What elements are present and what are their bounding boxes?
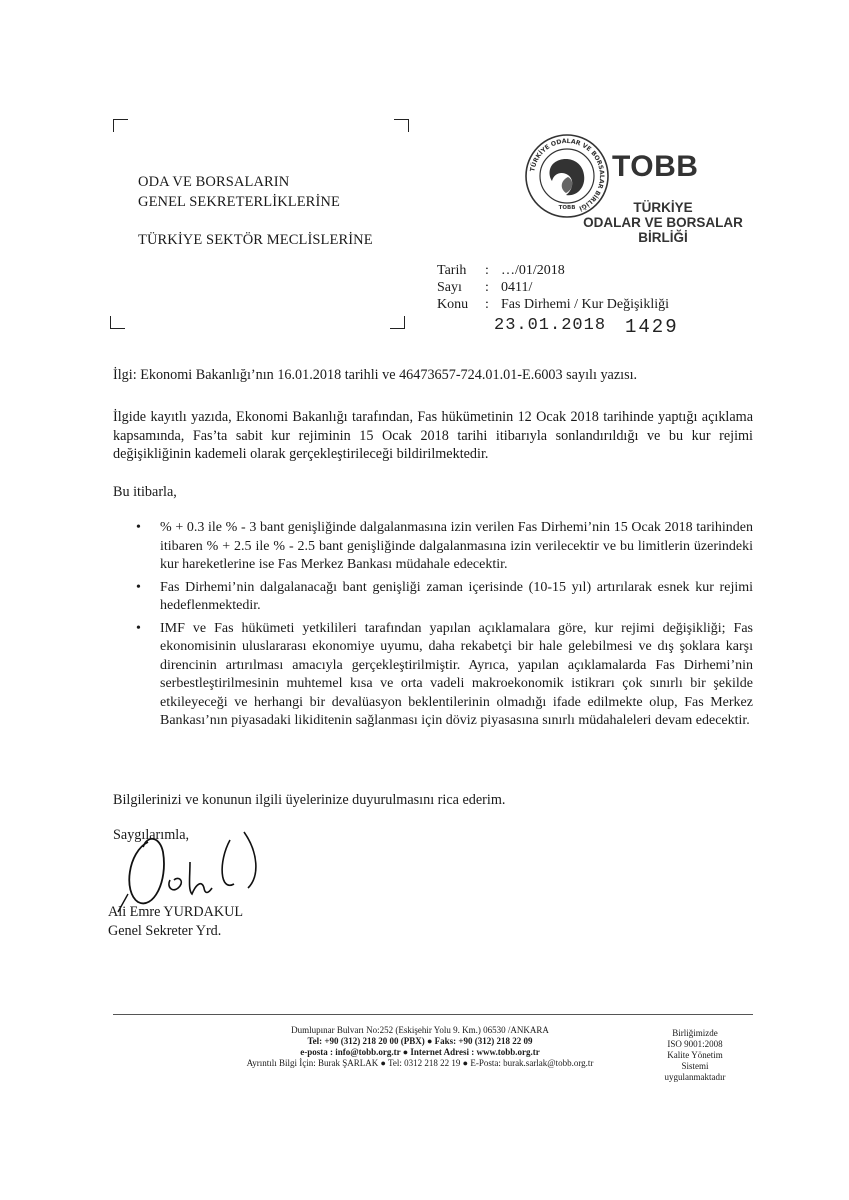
footer-address: Dumlupınar Bulvarı No:252 (Eskişehir Yolu 9. Km.) 06530 /ANKARA — [291, 1025, 549, 1035]
body-paragraph: İlgide kayıtlı yazıda, Ekonomi Bakanlığı tarafından, Fas hükümetinin 12 Ocak 2018 tarihinde yaptığı açıklama kapsamında, Fas’ta sabit kur rejiminin 15 Ocak 2018 tarihi itibarıyla sonlandırıldığı ve bu kur rejimi değişikliğinin kademeli olarak gerçekleştirileceği bildirilmektedir. — [113, 409, 753, 462]
meta-row-subject: Konu : Fas Dirhemi / Kur Değişikliği — [437, 297, 669, 312]
meta-label: Tarih — [437, 263, 467, 278]
iso-line: Sistemi — [681, 1061, 709, 1071]
list-item — [136, 579, 753, 616]
list-item-text: Fas Dirhemi’nin dalgalanacağı bant genişliği zaman içerisinde (10-15 yıl) artırılarak esnek kur rejimi hedeflenmektedir. — [160, 579, 753, 613]
seal-ring-text: TÜRKİYE ODALAR VE BORSALAR BİRLİĞİ — [529, 137, 606, 212]
footer-email: e-posta : info@tobb.org.tr ● Internet Adresi : www.tobb.org.tr — [300, 1047, 540, 1057]
iso-line: Birliğimizde — [672, 1028, 718, 1038]
org-name-line: BİRLİĞİ — [638, 230, 688, 245]
corner-mark-bottom-right — [390, 316, 405, 329]
org-short-name: TOBB — [612, 150, 699, 183]
corner-mark-top-right — [394, 119, 409, 132]
list-item-text: % + 0.3 ile % - 3 bant genişliğinde dalgalanmasına izin verilen Fas Dirhemi’nin 15 Ocak 2018 tarihinden itibaren % + 2.5 ile % - 2.5 bant genişliğinde dalgalanmasına izin verilecektir ve bu limitlerin üzerindeki kur hareketlerine ise Fas Merkez Bankası müdahale edecektir. — [160, 520, 753, 572]
recipient-line: TÜRKİYE SEKTÖR MECLİSLERİNE — [138, 232, 373, 248]
org-full-name — [568, 200, 758, 245]
salutation: Saygılarımla, — [113, 827, 190, 843]
list-item-text: IMF ve Fas hükümeti yetkilileri tarafından yapılan açıklamalara göre, kur rejimi değişikliği; Fas ekonomisinin uluslararası ekonomiye uyumu, daha rekabetçi bir hale gelebilmesi ve dış şoklara karşı direncinin artırılması amacıyla gerçekleştirilmiştir. Ayrıca, yapılan açıklamalarda Fas Dirhemi’nin serbestleştirilmesinin muhtemel kısa ve orta vadeli makroekonomik istikrarı çok sınırlı bir şekilde etkileyeceği ve herhangi bir devalüasyon beklentilerinin olmadığı ifade edilmekte olup, Fas Merkez Bankası’nın piyasadaki likiditenin sağlanması için döviz piyasasına sınırlı müdahaleleri devam edecektir. — [160, 620, 753, 728]
signer-name: Ali Emre YURDAKUL — [108, 904, 244, 920]
meta-row-number: Sayı : 0411/ — [437, 280, 533, 295]
meta-value: …/01/2018 — [501, 263, 565, 278]
recipient-line: ODA VE BORSALARIN — [138, 174, 290, 190]
iso-notice — [640, 1028, 750, 1083]
seal-inner-text: TOBB — [558, 205, 576, 211]
org-name-line: ODALAR VE BORSALAR — [583, 215, 743, 230]
corner-mark-bottom-left — [110, 316, 125, 329]
iso-line: uygulanmaktadır — [664, 1072, 726, 1082]
meta-label: Sayı — [437, 280, 462, 295]
footer-address-block — [200, 1025, 640, 1069]
bullet-icon: • — [136, 620, 141, 636]
bullet-icon: • — [136, 520, 141, 535]
reference-line: İlgi: Ekonomi Bakanlığı’nın 16.01.2018 tarihli ve 46473657-724.01.01-E.6003 sayılı yazısı. — [113, 367, 638, 383]
bullet-list — [136, 519, 753, 735]
iso-line: Kalite Yönetim — [667, 1050, 723, 1060]
footer-contact: Ayrıntılı Bilgi İçin: Burak ŞARLAK ● Tel: 0312 218 22 19 ● E-Posta: burak.sarlak@tobb.org.tr — [246, 1058, 594, 1068]
meta-label: Konu — [437, 297, 469, 312]
list-item — [136, 620, 753, 731]
closing-line: Bilgilerinizi ve konunun ilgili üyelerinize duyurulmasını rica ederim. — [113, 792, 506, 808]
org-name-line: TÜRKİYE — [633, 200, 693, 215]
letter-meta — [437, 262, 669, 313]
intro-line: Bu itibarla, — [113, 484, 177, 500]
meta-value: 0411/ — [501, 280, 533, 295]
meta-row-date: Tarih : …/01/2018 — [437, 263, 565, 278]
signer-title: Genel Sekreter Yrd. — [108, 923, 222, 939]
recipients-block — [138, 172, 373, 250]
received-stamp-number: 1429 — [625, 316, 679, 338]
corner-mark-top-left — [113, 119, 128, 132]
bullet-icon: • — [136, 579, 141, 595]
received-stamp-date: 23.01.2018 — [494, 316, 607, 335]
meta-value: Fas Dirhemi / Kur Değişikliği — [501, 297, 669, 312]
footer-divider — [113, 1014, 753, 1015]
iso-line: ISO 9001:2008 — [667, 1039, 723, 1049]
recipient-line: GENEL SEKRETERLİKLERİNE — [138, 194, 340, 210]
footer-phone: Tel: +90 (312) 218 20 00 (PBX) ● Faks: +90 (312) 218 22 09 — [307, 1036, 533, 1046]
list-item — [136, 519, 753, 575]
